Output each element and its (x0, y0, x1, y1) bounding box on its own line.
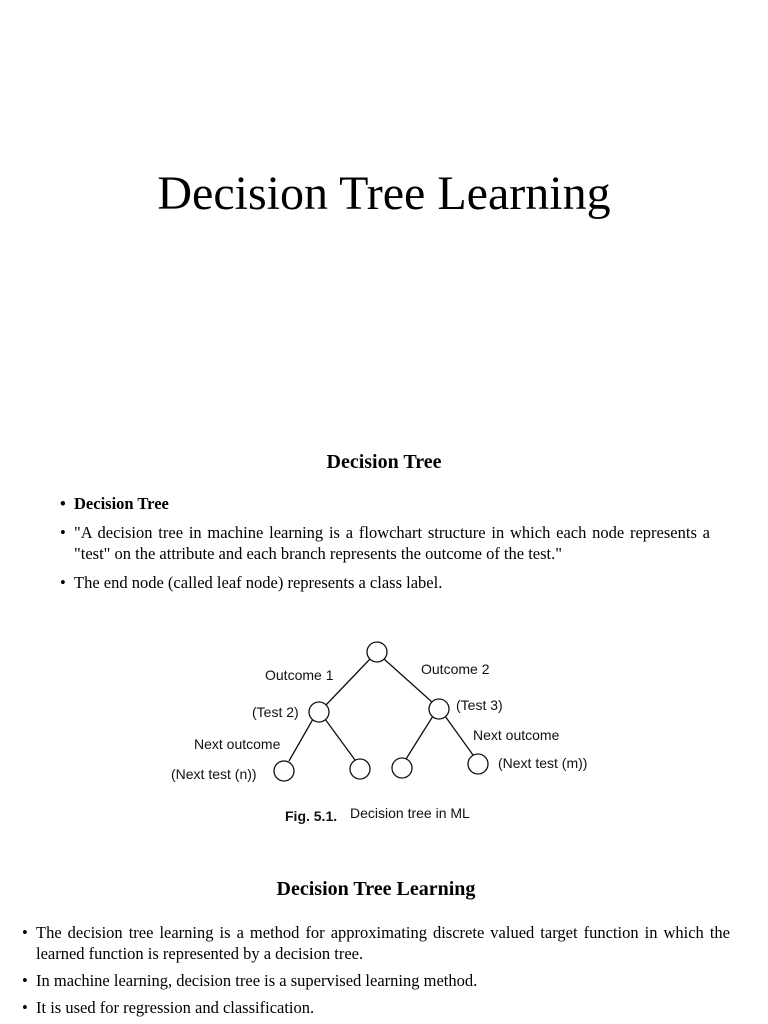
leaf-node (350, 759, 370, 779)
test3-node (429, 699, 449, 719)
label-next-test-m: (Next test (m)) (498, 755, 588, 771)
bullet-item: • It is used for regression and classification. (22, 997, 730, 1018)
figure-caption-text: Decision tree in ML (350, 805, 470, 821)
edge-test3-leaf4 (445, 716, 473, 755)
label-outcome-2: Outcome 2 (421, 661, 490, 677)
edge-test2-leaf2 (325, 719, 355, 760)
label-next-outcome-right: Next outcome (473, 727, 560, 743)
leaf-node (392, 758, 412, 778)
label-next-test-n: (Next test (n)) (171, 766, 257, 782)
decision-tree-bullet-list (60, 493, 710, 601)
label-test-2: (Test 2) (252, 704, 299, 720)
bullet-item: • The decision tree learning is a method for approximating discrete valued target function in which the learned function is represented by a decision tree. (22, 922, 730, 964)
label-next-outcome-left: Next outcome (194, 736, 281, 752)
root-node (367, 642, 387, 662)
bullet-item: • Decision Tree (60, 493, 710, 514)
bullet-item: • The end node (called leaf node) represents a class label. (60, 572, 710, 593)
decision-tree-learning-bullet-list (22, 922, 730, 1024)
section-heading-decision-tree: Decision Tree (326, 451, 442, 473)
leaf-node-next-test-m (468, 754, 488, 774)
section-heading-decision-tree-learning: Decision Tree Learning (276, 878, 476, 900)
decision-tree-figure (0, 630, 768, 830)
label-outcome-1: Outcome 1 (265, 667, 334, 683)
edge-test3-leaf3 (406, 716, 433, 759)
bullet-item: • "A decision tree in machine learning is a flowchart structure in which each node represents a "test" on the attribute and each branch represents the outcome of the test." (60, 522, 710, 564)
page-title: Decision Tree Learning (157, 167, 611, 220)
label-test-3: (Test 3) (456, 697, 503, 713)
leaf-node-next-test-n (274, 761, 294, 781)
edge-test2-leaf1 (289, 719, 313, 761)
figure-caption-number: Fig. 5.1. (285, 808, 338, 824)
bullet-item: • In machine learning, decision tree is a supervised learning method. (22, 970, 730, 991)
test2-node (309, 702, 329, 722)
